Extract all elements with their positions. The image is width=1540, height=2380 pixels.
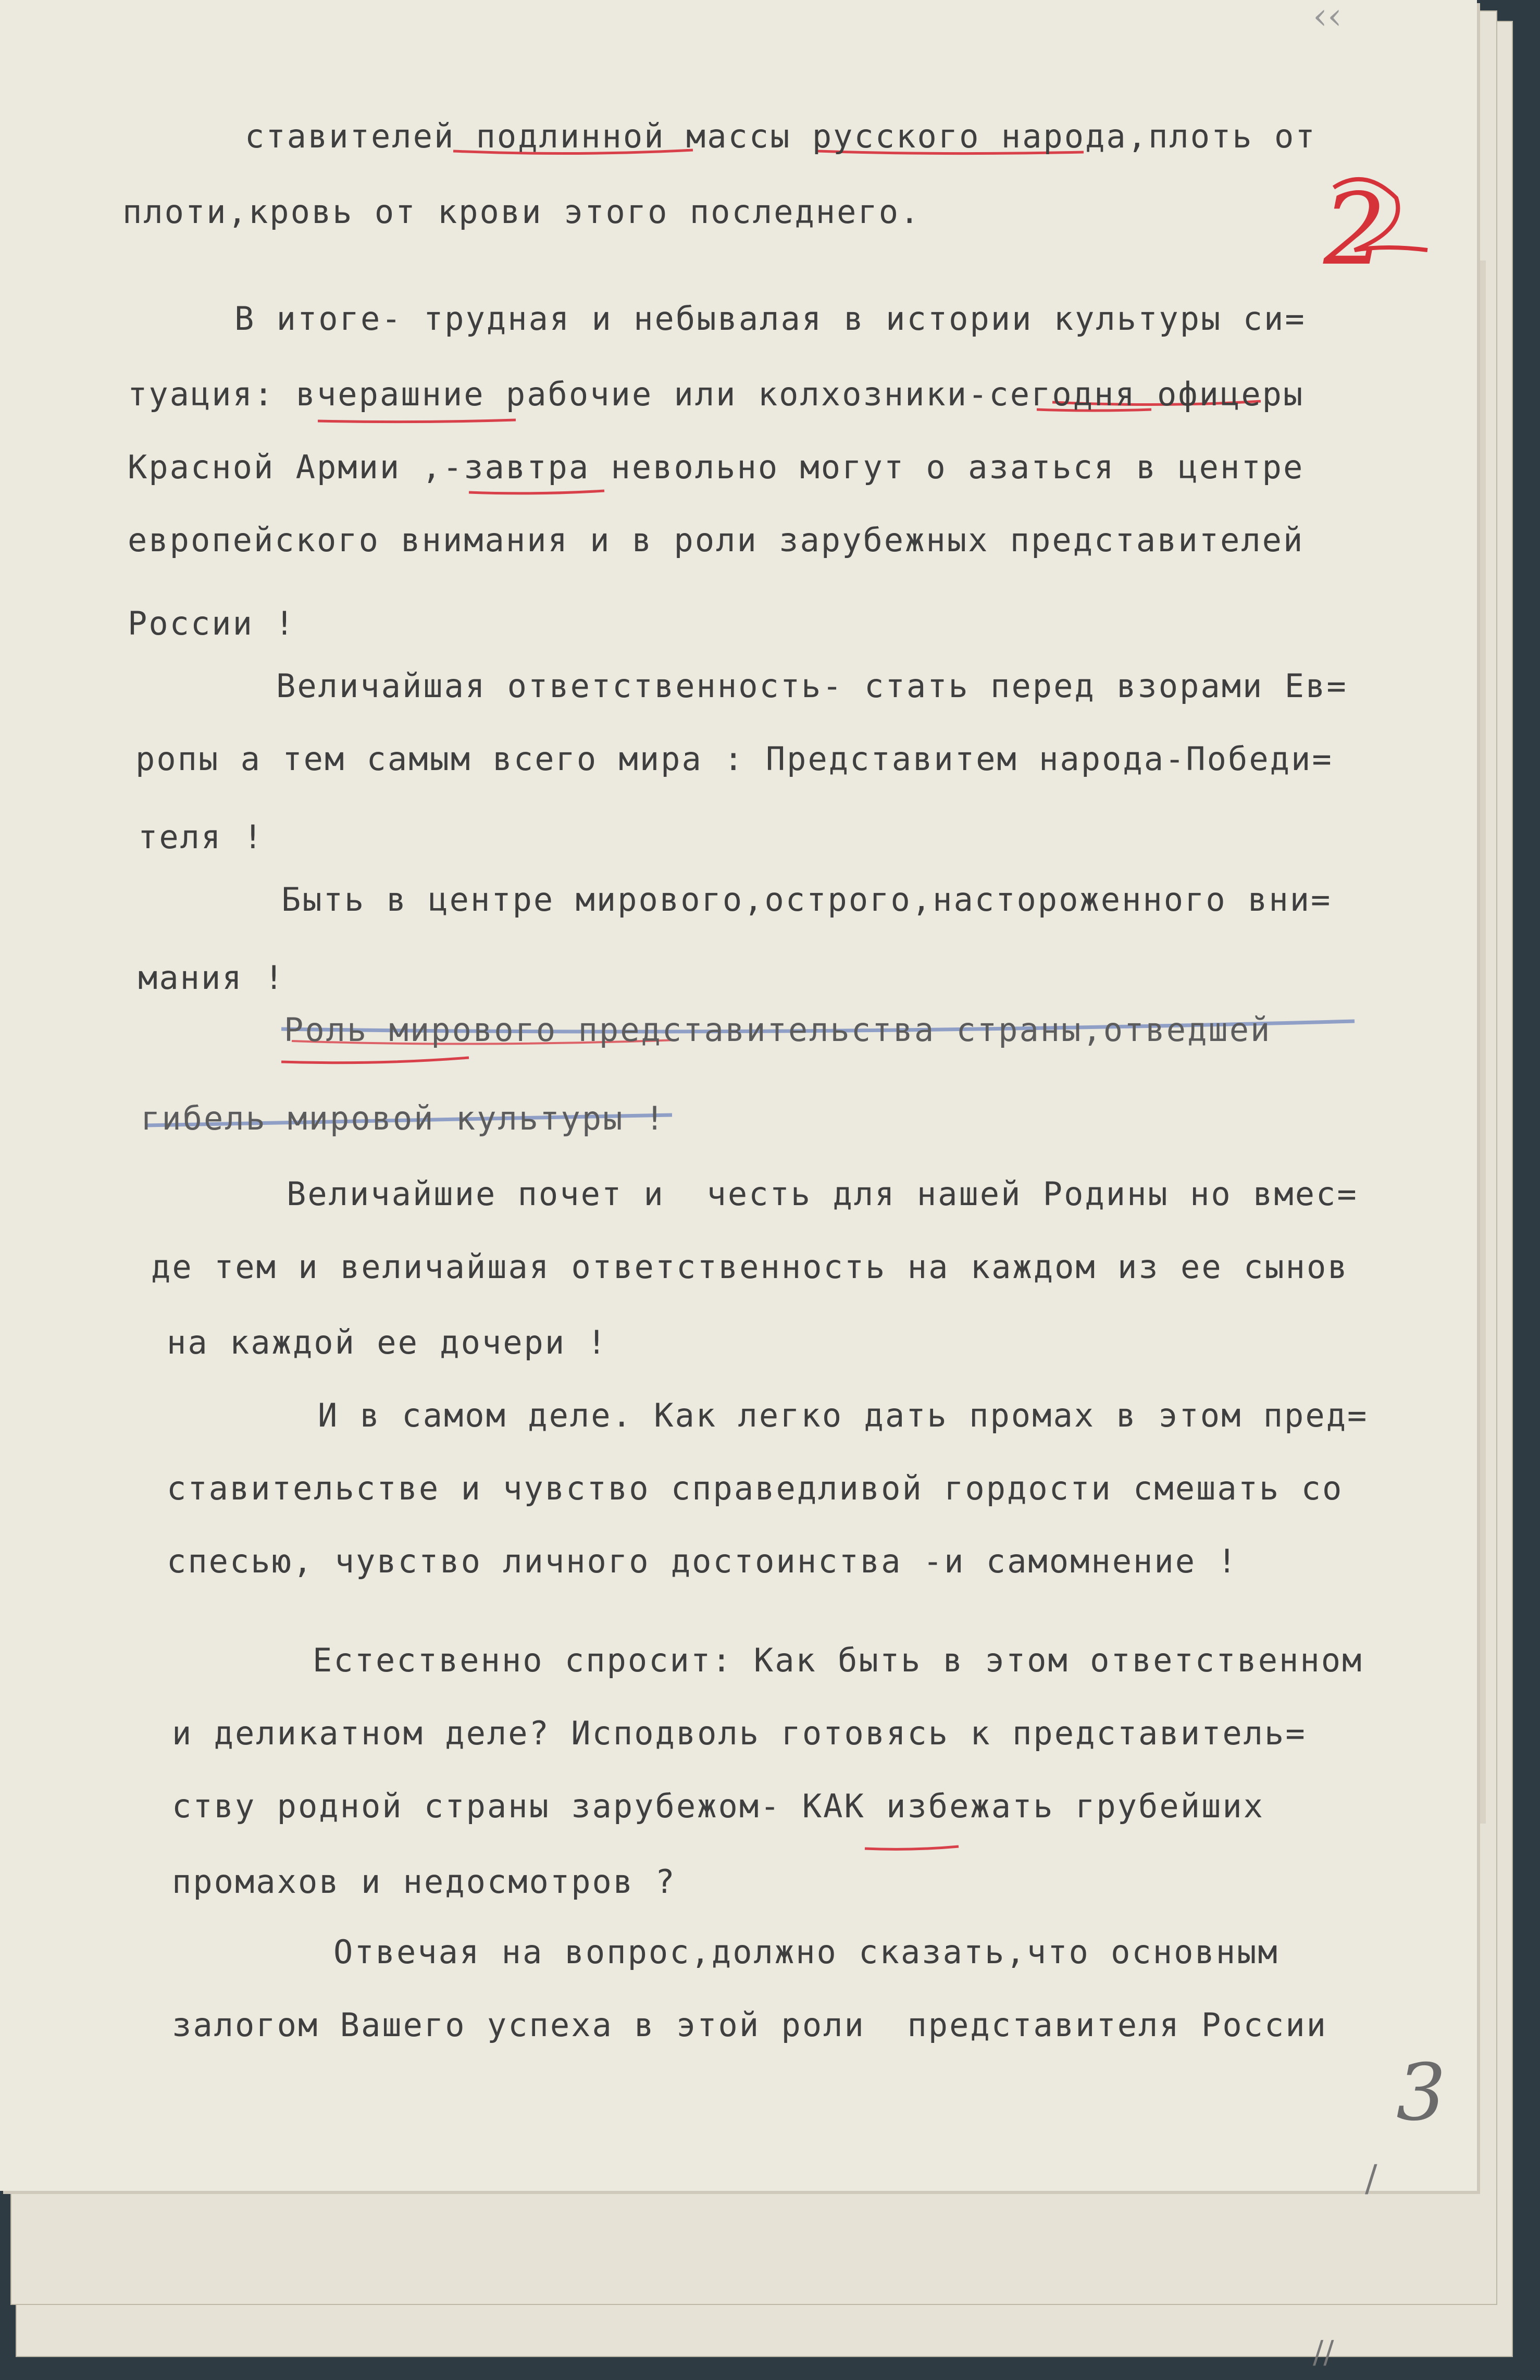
text-line: теля ! [138, 818, 264, 856]
text-line: В итоге- трудная и небывалая в истории культуры си= [234, 300, 1306, 338]
text-line: России ! [128, 604, 296, 642]
text-line: И в самом деле. Как легко дать промах в этом пред= [318, 1396, 1369, 1434]
text-line: на каждой ее дочери ! [167, 1323, 608, 1361]
edge-mark: / [1365, 2157, 1377, 2200]
text-line: ставителей подлинной массы русского народа,плоть от [245, 117, 1317, 155]
page-number-red: 2 [1323, 172, 1386, 287]
text-line: Величайшие почет и честь для нашей Родины но вмес= [287, 1175, 1358, 1213]
sheet-edge [1479, 261, 1486, 1824]
text-line-struck: Роль мирового представительства страны,отведшей [284, 1011, 1272, 1049]
edge-mark: // [1313, 2334, 1334, 2371]
text-line: ству родной страны зарубежом- КАК избежать грубейших [172, 1787, 1265, 1825]
text-line: туация: вчерашние рабочие или колхозники-сегодня офицеры [128, 375, 1305, 413]
text-line: залогом Вашего успеха в этой роли представителя России [172, 2006, 1327, 2044]
text-line: промахов и недосмотров ? [172, 1863, 676, 1901]
page-number-pencil: 3 [1396, 2048, 1446, 2138]
text-line: Быть в центре мирового,острого,настороженного вни= [281, 881, 1332, 919]
text-line: Отвечая на вопрос,должно сказать,что основным [333, 1933, 1279, 1971]
text-line: де тем и величайшая ответственность на каждом из ее сынов [151, 1248, 1349, 1286]
text-line: Величайшая ответственность- стать перед взорами Ев= [276, 667, 1348, 705]
text-line: Естественно спросит: Как быть в этом ответственном [313, 1641, 1363, 1679]
text-line: плоти,кровь от крови этого последнего. [122, 193, 921, 231]
text-line-struck: гибель мировой культуры ! [141, 1099, 666, 1137]
text-line: ставительстве и чувство справедливой гордости смешать со [167, 1469, 1344, 1507]
text-line: мания ! [138, 959, 285, 997]
text-line: ропы а тем самым всего мира : Представитем народа-Победи= [135, 740, 1333, 778]
text-line: европейского внимания и в роли зарубежных представителей [128, 521, 1305, 559]
archive-mark: ‹‹ [1313, 0, 1342, 38]
text-line: и деликатном деле? Исподволь готовясь к представитель= [172, 1714, 1307, 1752]
text-line: Красной Армии ,-завтра невольно могут о азаться в центре [128, 448, 1305, 486]
text-line: спесью, чувство личного достоинства -и самомнение ! [167, 1542, 1238, 1580]
